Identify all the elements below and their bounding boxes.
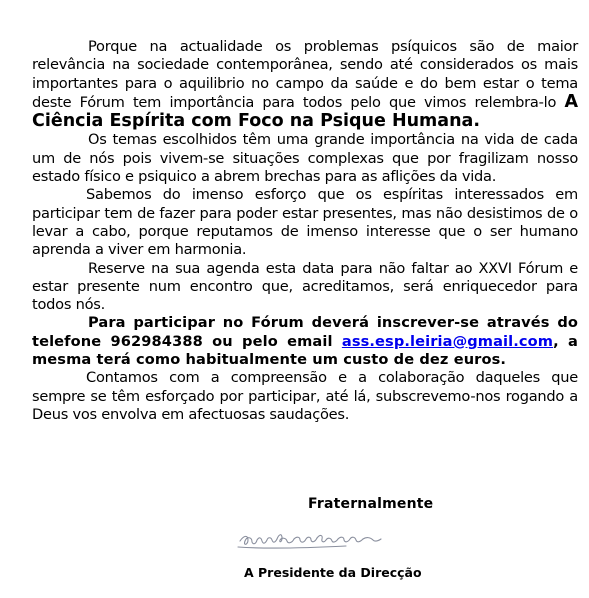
letter-body xyxy=(32,38,578,424)
registration-text-end: , a mesma terá como habitualmente um custo de dez euros. xyxy=(32,332,578,369)
signoff-text: Fraternalmente xyxy=(308,496,434,512)
forum-theme-title: A Ciência Espírita com Foco na Psique Humana. xyxy=(32,91,578,132)
signer-title: A Presidente da Direcção xyxy=(244,565,422,580)
intro-text: Porque na actualidade os problemas psíquicos são de maior relevância na sociedade contemporânea, sendo até considerados os mais importantes para o aquilibrio no campo da saúde e do bem estar o tema deste Fórum tem importância para todos pelo que vimos relembra-lo xyxy=(32,38,578,111)
registration-text: Para participar no Fórum deverá inscrever-se através do telefone 962984388 ou pelo email xyxy=(32,314,578,350)
paragraph-themes: Os temas escolhidos têm uma grande importância na vida de cada um de nós pois vivem-se situações complexas que por fragilizam nosso estado físico e psiquico a abrem brechas para as aflições da vida. xyxy=(32,131,578,186)
email-link[interactable]: ass.esp.leiria@gmail.com xyxy=(341,332,554,350)
paragraph-closing: Contamos com a compreensão e a colaboração daqueles que sempre se têm esforçado por participar, até lá, subscrevemo-nos rogando a Deus vos envolva em afectuosas saudações. xyxy=(32,369,578,423)
handwritten-signature-icon xyxy=(236,528,384,554)
paragraph-reserve: Reserve na sua agenda esta data para não faltar ao XXVI Fórum e estar presente num encontro que, acreditamos, será enriquecedor para todos nós. xyxy=(32,259,578,314)
paragraph-effort: Sabemos do imenso esforço que os espíritas interessados em participar tem de fazer para poder estar presentes, mas não desistimos de o levar a cabo, porque reputamos de imenso interesse que o ser humano aprenda a viver em harmonia. xyxy=(32,186,578,259)
paragraph-registration xyxy=(32,314,578,369)
paragraph-intro xyxy=(32,38,578,131)
